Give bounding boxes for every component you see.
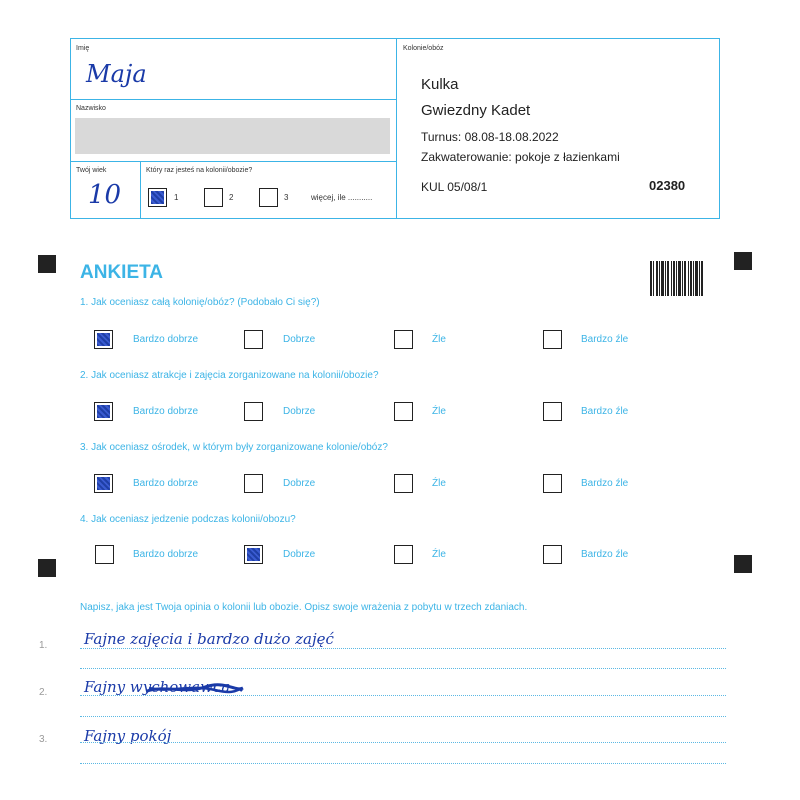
times-more-field[interactable]: więcej, ile ...........	[311, 193, 373, 202]
header-divider-name	[70, 99, 396, 100]
question-4: 4. Jak oceniasz jedzenie podczas kolonii/obozu?	[80, 514, 296, 525]
camp-code: KUL 05/08/1	[421, 180, 488, 194]
accommodation: Zakwaterowanie: pokoje z łazienkami	[421, 150, 620, 164]
q3-checkbox-bardzo-dobrze[interactable]	[94, 474, 113, 493]
q1-checkbox-zle[interactable]	[394, 330, 413, 349]
q2-label-zle: Źle	[432, 406, 446, 417]
times-option-2: 2	[229, 193, 234, 202]
q2-label-bardzo-zle: Bardzo źle	[581, 406, 629, 417]
camp-subtitle: Gwiezdny Kadet	[421, 102, 531, 119]
times-question-label: Który raz jesteś na kolonii/obozie?	[146, 167, 253, 174]
q4-label-dobrze: Dobrze	[283, 549, 316, 560]
age-value[interactable]: 10	[88, 180, 122, 210]
answer-dotted-line-2b	[80, 716, 726, 717]
strikethrough-scribble-icon	[145, 682, 245, 696]
name-label: Imię	[76, 45, 90, 52]
q1-checkbox-bardzo-zle[interactable]	[543, 330, 562, 349]
q4-checkbox-zle[interactable]	[394, 545, 413, 564]
answer-line-2[interactable]: Fajny wychowawca	[84, 678, 231, 696]
q1-label-bardzo-dobrze: Bardzo dobrze	[133, 334, 199, 345]
q3-label-bardzo-zle: Bardzo źle	[581, 478, 629, 489]
q4-label-bardzo-dobrze: Bardzo dobrze	[133, 549, 199, 560]
answer-line-1[interactable]: Fajne zajęcia i bardzo dużo zajęć	[84, 630, 334, 648]
form-id-number: 02380	[649, 178, 686, 193]
scan-marker-top-right	[734, 252, 752, 270]
q1-label-bardzo-zle: Bardzo źle	[581, 334, 629, 345]
times-checkbox-2[interactable]	[204, 188, 223, 207]
q4-checkbox-bardzo-zle[interactable]	[543, 545, 562, 564]
q2-checkbox-bardzo-zle[interactable]	[543, 402, 562, 421]
answer-dotted-line-3b	[80, 763, 726, 764]
q1-label-zle: Źle	[432, 334, 446, 345]
times-option-3: 3	[284, 193, 289, 202]
header-divider-age	[140, 161, 141, 219]
q1-checkbox-dobrze[interactable]	[244, 330, 263, 349]
q2-label-bardzo-dobrze: Bardzo dobrze	[133, 406, 199, 417]
opinion-prompt: Napisz, jaka jest Twoja opinia o kolonii lub obozie. Opisz swoje wrażenia z pobytu w trzech zdaniach.	[80, 602, 528, 613]
q3-label-bardzo-dobrze: Bardzo dobrze	[133, 478, 199, 489]
q2-checkbox-zle[interactable]	[394, 402, 413, 421]
times-option-1: 1	[174, 193, 179, 202]
question-3: 3. Jak oceniasz ośrodek, w którym były zorganizowane kolonie/obóz?	[80, 442, 388, 453]
barcode-icon	[650, 261, 703, 296]
q3-checkbox-dobrze[interactable]	[244, 474, 263, 493]
q2-label-dobrze: Dobrze	[283, 406, 316, 417]
q4-label-zle: Źle	[432, 549, 446, 560]
camp-label: Kolonie/obóz	[403, 45, 444, 52]
age-label: Twój wiek	[76, 167, 107, 174]
surname-label: Nazwisko	[76, 105, 106, 112]
answer-dotted-line-3a	[80, 742, 726, 743]
answer-number-3: 3.	[39, 734, 48, 745]
q2-checkbox-dobrze[interactable]	[244, 402, 263, 421]
times-checkbox-3[interactable]	[259, 188, 278, 207]
question-2: 2. Jak oceniasz atrakcje i zajęcia zorganizowane na kolonii/obozie?	[80, 370, 379, 381]
header-divider-vertical	[396, 38, 397, 219]
survey-title: ANKIETA	[80, 262, 164, 283]
times-checkbox-1[interactable]	[148, 188, 167, 207]
q3-label-dobrze: Dobrze	[283, 478, 316, 489]
surname-redacted	[75, 118, 390, 154]
q3-checkbox-bardzo-zle[interactable]	[543, 474, 562, 493]
name-value[interactable]: Maja	[86, 60, 147, 88]
q3-label-zle: Źle	[432, 478, 446, 489]
q3-checkbox-zle[interactable]	[394, 474, 413, 493]
answer-number-1: 1.	[39, 640, 48, 651]
q1-label-dobrze: Dobrze	[283, 334, 316, 345]
q4-checkbox-dobrze[interactable]	[244, 545, 263, 564]
camp-name: Kulka	[421, 76, 459, 93]
scan-marker-top-left	[38, 255, 56, 273]
scan-marker-bottom-right	[734, 555, 752, 573]
q4-label-bardzo-zle: Bardzo źle	[581, 549, 629, 560]
header-divider-surname	[70, 161, 396, 162]
answer-dotted-line-2a	[80, 695, 726, 696]
q2-checkbox-bardzo-dobrze[interactable]	[94, 402, 113, 421]
turnus-dates: Turnus: 08.08-18.08.2022	[421, 130, 559, 144]
q1-checkbox-bardzo-dobrze[interactable]	[94, 330, 113, 349]
question-1: 1. Jak oceniasz całą kolonię/obóz? (Podobało Ci się?)	[80, 297, 320, 308]
answer-line-3[interactable]: Fajny pokój	[84, 727, 172, 745]
scan-marker-bottom-left	[38, 559, 56, 577]
answer-dotted-line-1b	[80, 668, 726, 669]
answer-dotted-line-1a	[80, 648, 726, 649]
q4-checkbox-bardzo-dobrze[interactable]	[95, 545, 114, 564]
answer-number-2: 2.	[39, 687, 48, 698]
